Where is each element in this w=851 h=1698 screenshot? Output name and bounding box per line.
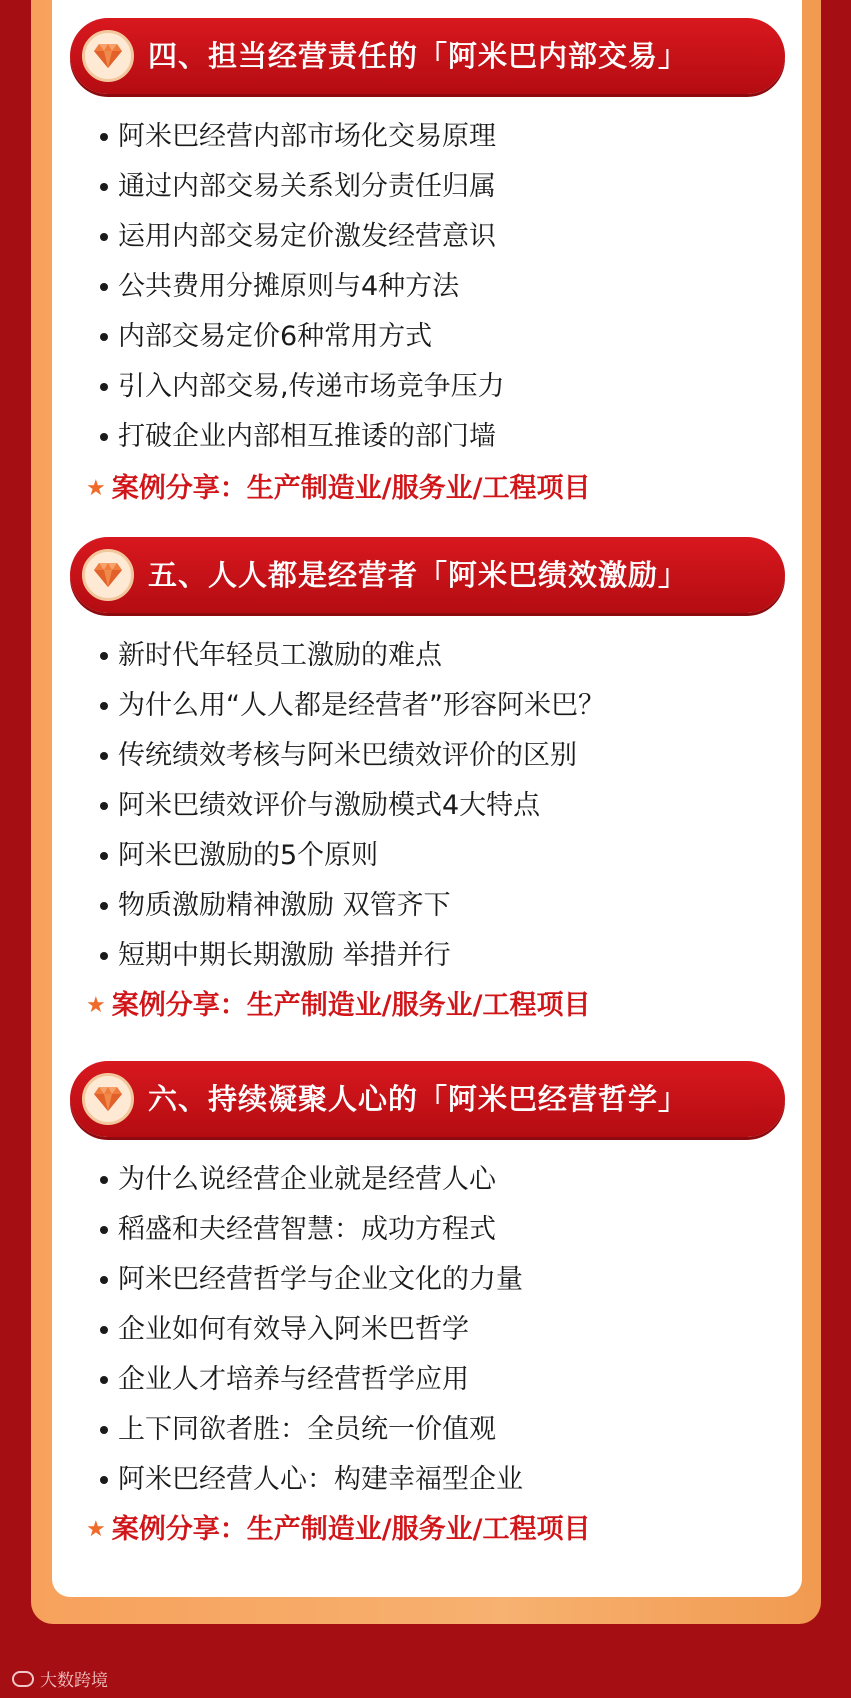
list-item: 为什么用“人人都是经营者”形容阿米巴？ (92, 681, 605, 731)
list-item: 短期中期长期激励 举措并行 (92, 931, 605, 981)
section-title: 四、担当经营责任的「阿米巴内部交易」 (148, 39, 689, 73)
case-study-line: ★ 案例分享：生产制造业/服务业/工程项目 (86, 1505, 590, 1555)
list-item: 内部交易定价6种常用方式 (92, 312, 505, 362)
section-title: 六、持续凝聚人心的「阿米巴经营哲学」 (148, 1082, 689, 1116)
bullet-icon (100, 1476, 108, 1484)
bullet-icon (100, 1426, 108, 1434)
section-heading (70, 537, 785, 613)
section-title: 五、人人都是经营者「阿米巴绩效激励」 (148, 558, 689, 592)
list-item: 通过内部交易关系划分责任归属 (92, 162, 505, 212)
list-item: 公共费用分摊原则与4种方法 (92, 262, 505, 312)
bullet-icon (100, 1226, 108, 1234)
bullet-icon (100, 333, 108, 341)
list-item: 物质激励精神激励 双管齐下 (92, 881, 605, 931)
list-item: 打破企业内部相互推诿的部门墙 (92, 412, 505, 462)
star-icon: ★ (86, 993, 106, 1018)
list-item: 阿米巴经营内部市场化交易原理 (92, 112, 505, 162)
bullet-icon (100, 283, 108, 291)
list-item: 引入内部交易,传递市场竞争压力 (92, 362, 505, 412)
case-study-line: ★ 案例分享：生产制造业/服务业/工程项目 (86, 464, 590, 514)
content-frame (31, 0, 821, 1624)
watermark (12, 1666, 108, 1691)
bullet-icon (100, 133, 108, 141)
list-item: 运用内部交易定价激发经营意识 (92, 212, 505, 262)
watermark-logo-icon (12, 1671, 34, 1687)
list-item: 传统绩效考核与阿米巴绩效评价的区别 (92, 731, 605, 781)
bullet-icon (100, 852, 108, 860)
diamond-icon (82, 1073, 134, 1125)
item-list (92, 1155, 523, 1505)
bullet-icon (100, 433, 108, 441)
bullet-icon (100, 702, 108, 710)
bullet-icon (100, 652, 108, 660)
star-icon: ★ (86, 1517, 106, 1542)
bullet-icon (100, 902, 108, 910)
bullet-icon (100, 233, 108, 241)
bullet-icon (100, 1376, 108, 1384)
list-item: 阿米巴激励的5个原则 (92, 831, 605, 881)
bullet-icon (100, 383, 108, 391)
list-item: 稻盛和夫经营智慧：成功方程式 (92, 1205, 523, 1255)
content-card (52, 0, 802, 1597)
bullet-icon (100, 1176, 108, 1184)
bullet-icon (100, 183, 108, 191)
list-item: 阿米巴绩效评价与激励模式4大特点 (92, 781, 605, 831)
item-list (92, 112, 505, 462)
bullet-icon (100, 802, 108, 810)
case-study-line: ★ 案例分享：生产制造业/服务业/工程项目 (86, 981, 590, 1031)
bullet-icon (100, 952, 108, 960)
section-heading (70, 1061, 785, 1137)
section-heading (70, 18, 785, 94)
list-item: 阿米巴经营哲学与企业文化的力量 (92, 1255, 523, 1305)
list-item: 阿米巴经营人心：构建幸福型企业 (92, 1455, 523, 1505)
item-list (92, 631, 605, 981)
watermark-text: 大数跨境 (40, 1671, 108, 1691)
bullet-icon (100, 1276, 108, 1284)
bullet-icon (100, 1326, 108, 1334)
diamond-icon (82, 549, 134, 601)
list-item: 上下同欲者胜：全员统一价值观 (92, 1405, 523, 1455)
list-item: 企业如何有效导入阿米巴哲学 (92, 1305, 523, 1355)
list-item: 为什么说经营企业就是经营人心 (92, 1155, 523, 1205)
bullet-icon (100, 752, 108, 760)
star-icon: ★ (86, 476, 106, 501)
list-item: 企业人才培养与经营哲学应用 (92, 1355, 523, 1405)
diamond-icon (82, 30, 134, 82)
list-item: 新时代年轻员工激励的难点 (92, 631, 605, 681)
